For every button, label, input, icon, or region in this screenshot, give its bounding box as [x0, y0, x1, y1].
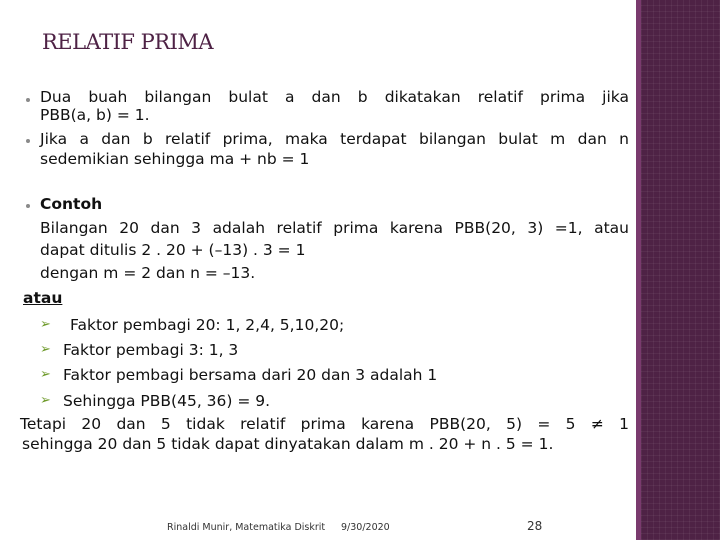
bullet-dot-icon — [26, 139, 30, 143]
conclusion-line-1: Tetapi 20 dan 5 tidak relatif prima karena PBB(20, 5) = 5 ≠ 1 — [20, 415, 629, 433]
example-heading: Contoh — [40, 195, 103, 213]
example-line-3: dengan m = 2 dan n = –13. — [40, 264, 256, 282]
definition-line-2: PBB(a, b) = 1. — [40, 106, 150, 124]
slide-title: RELATIF PRIMA — [42, 30, 214, 54]
side-panel — [641, 0, 720, 540]
example-line-1: Bilangan 20 dan 3 adalah relatif prima karena PBB(20, 3) =1, atau — [40, 219, 629, 237]
point-3: Faktor pembagi bersama dari 20 dan 3 adalah 1 — [63, 366, 438, 384]
or-label: atau — [23, 289, 63, 307]
conclusion-line-2: sehingga 20 dan 5 tidak dapat dinyatakan dalam m . 20 + n . 5 = 1. — [22, 435, 554, 453]
definition-line-3: Jika a dan b relatif prima, maka terdapat bilangan bulat m dan n — [40, 130, 629, 148]
bullet-dot-icon — [26, 98, 30, 102]
example-line-2: dapat ditulis 2 . 20 + (–13) . 3 = 1 — [40, 241, 306, 259]
arrow-bullet-icon: ➢ — [40, 342, 51, 357]
arrow-bullet-icon: ➢ — [40, 393, 51, 408]
point-4: Sehingga PBB(45, 36) = 9. — [63, 392, 271, 410]
arrow-bullet-icon: ➢ — [40, 367, 51, 382]
point-1: Faktor pembagi 20: 1, 2,4, 5,10,20; — [70, 316, 345, 334]
arrow-bullet-icon: ➢ — [40, 317, 51, 332]
bullet-dot-icon — [26, 204, 30, 208]
footer-page-number: 28 — [527, 519, 543, 533]
definition-line-1: Dua buah bilangan bulat a dan b dikatakan relatif prima jika — [40, 88, 629, 106]
definition-line-4: sedemikian sehingga ma + nb = 1 — [40, 150, 310, 168]
footer-date: 9/30/2020 — [341, 522, 390, 533]
point-2: Faktor pembagi 3: 1, 3 — [63, 341, 239, 359]
footer-author: Rinaldi Munir, Matematika Diskrit — [167, 522, 326, 533]
